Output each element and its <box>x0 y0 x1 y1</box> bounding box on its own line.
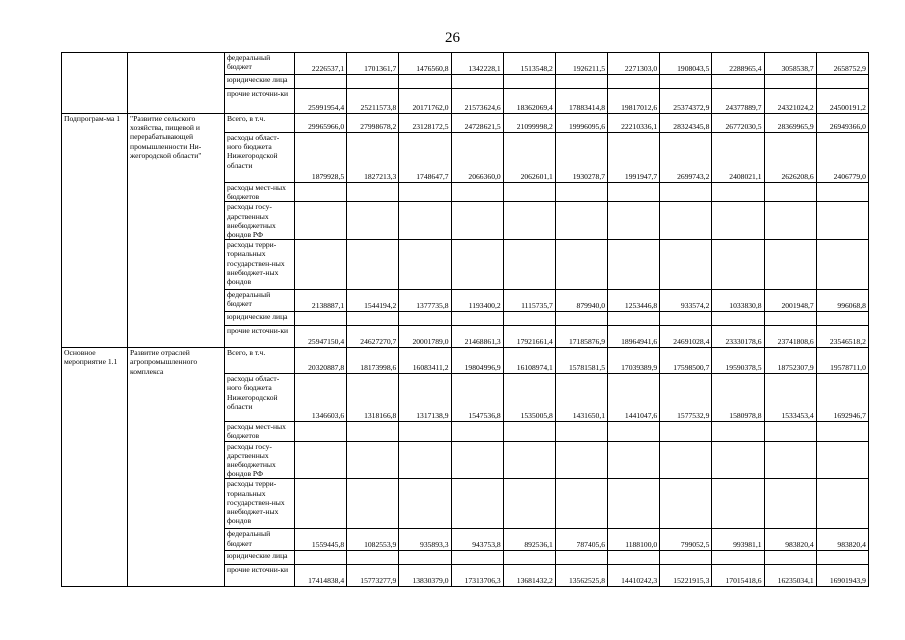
value-cell <box>660 422 712 441</box>
funding-source: прочие источни-ки <box>225 326 295 348</box>
value-cell <box>503 551 555 565</box>
value-cell: 17414838,4 <box>295 565 347 587</box>
page-number: 26 <box>445 30 460 46</box>
value-cell: 1317138,9 <box>399 374 451 422</box>
value-cell: 1431650,1 <box>555 374 607 422</box>
value-cell: 1115735,7 <box>503 290 555 312</box>
value-cell: 25991954,4 <box>295 89 347 114</box>
funding-source: расходы терри-ториальных государствен-ных внебюджет-ных фондов <box>225 479 295 529</box>
value-cell: 1441047,6 <box>608 374 660 422</box>
value-cell: 892536,1 <box>503 529 555 551</box>
funding-source: расходы госу-дарственных внебюджетных фондов РФ <box>225 202 295 240</box>
value-cell <box>451 75 503 89</box>
table-row <box>62 348 869 374</box>
value-cell <box>660 551 712 565</box>
value-cell: 19817012,6 <box>608 89 660 114</box>
value-cell: 1879928,5 <box>295 133 347 183</box>
value-cell: 983820,4 <box>764 529 816 551</box>
value-cell <box>295 202 347 240</box>
value-cell: 1535005,8 <box>503 374 555 422</box>
value-cell <box>608 422 660 441</box>
table-row <box>62 53 869 75</box>
value-cell: 2271303,0 <box>608 53 660 75</box>
value-cell: 996068,8 <box>816 290 868 312</box>
value-cell <box>816 422 868 441</box>
value-cell <box>660 202 712 240</box>
value-cell: 2138887,1 <box>295 290 347 312</box>
value-cell <box>295 422 347 441</box>
value-cell: 24728621,5 <box>451 114 503 133</box>
value-cell: 1033830,8 <box>712 290 764 312</box>
value-cell: 1342228,1 <box>451 53 503 75</box>
funding-source: Всего, в т.ч. <box>225 114 295 133</box>
value-cell <box>399 75 451 89</box>
value-cell <box>347 551 399 565</box>
value-cell <box>295 479 347 529</box>
value-cell <box>503 75 555 89</box>
value-cell <box>503 202 555 240</box>
value-cell <box>399 240 451 290</box>
value-cell: 15781581,5 <box>555 348 607 374</box>
value-cell: 17598500,7 <box>660 348 712 374</box>
funding-source: расходы мест-ных бюджетов <box>225 183 295 202</box>
value-cell: 28324345,8 <box>660 114 712 133</box>
value-cell <box>816 202 868 240</box>
value-cell: 1188100,0 <box>608 529 660 551</box>
value-cell: 18964941,6 <box>608 326 660 348</box>
value-cell: 2406779,0 <box>816 133 868 183</box>
value-cell: 1908043,5 <box>660 53 712 75</box>
funding-source: федеральный бюджет <box>225 53 295 75</box>
value-cell <box>451 240 503 290</box>
value-cell: 24377889,7 <box>712 89 764 114</box>
value-cell: 16235034,1 <box>764 565 816 587</box>
value-cell: 2226537,1 <box>295 53 347 75</box>
value-cell: 1346603,6 <box>295 374 347 422</box>
value-cell: 1580978,8 <box>712 374 764 422</box>
value-cell <box>347 312 399 326</box>
value-cell <box>764 202 816 240</box>
value-cell <box>660 312 712 326</box>
value-cell: 2001948,7 <box>764 290 816 312</box>
value-cell <box>712 441 764 479</box>
value-cell: 933574,2 <box>660 290 712 312</box>
section-code: Основное мероприятие 1.1 <box>62 348 128 587</box>
value-cell: 1547536,8 <box>451 374 503 422</box>
value-cell: 25211573,8 <box>347 89 399 114</box>
value-cell: 13681432,2 <box>503 565 555 587</box>
value-cell: 1748647,7 <box>399 133 451 183</box>
value-cell <box>816 183 868 202</box>
value-cell: 19996095,6 <box>555 114 607 133</box>
value-cell <box>660 479 712 529</box>
value-cell: 1193400,2 <box>451 290 503 312</box>
value-cell <box>555 312 607 326</box>
value-cell <box>399 312 451 326</box>
value-cell: 13562525,8 <box>555 565 607 587</box>
value-cell: 22210336,1 <box>608 114 660 133</box>
section-name: "Развитие сельского хозяйства, пищевой и перерабатывающей промышленности Ни-жегородской области" <box>128 114 225 348</box>
value-cell: 15221915,3 <box>660 565 712 587</box>
value-cell: 23128172,5 <box>399 114 451 133</box>
value-cell <box>816 75 868 89</box>
value-cell: 1082553,9 <box>347 529 399 551</box>
value-cell: 20171762,0 <box>399 89 451 114</box>
funding-source: федеральный бюджет <box>225 290 295 312</box>
value-cell: 20320887,8 <box>295 348 347 374</box>
funding-source: расходы госу-дарственных внебюджетных фондов РФ <box>225 441 295 479</box>
value-cell: 1692946,7 <box>816 374 868 422</box>
value-cell <box>608 551 660 565</box>
value-cell: 23330178,6 <box>712 326 764 348</box>
value-cell: 1377735,8 <box>399 290 451 312</box>
value-cell <box>764 441 816 479</box>
value-cell: 799052,5 <box>660 529 712 551</box>
section-code <box>62 53 128 114</box>
value-cell <box>451 202 503 240</box>
value-cell: 1253446,8 <box>608 290 660 312</box>
value-cell: 1701361,7 <box>347 53 399 75</box>
value-cell: 18173998,6 <box>347 348 399 374</box>
funding-source: юридические лица <box>225 312 295 326</box>
funding-source: юридические лица <box>225 551 295 565</box>
value-cell <box>608 183 660 202</box>
value-cell: 26772030,5 <box>712 114 764 133</box>
value-cell: 1827213,3 <box>347 133 399 183</box>
value-cell <box>712 422 764 441</box>
section-name: Развитие отраслей агропромышленного комплекса <box>128 348 225 587</box>
value-cell: 17015418,6 <box>712 565 764 587</box>
value-cell: 1318166,8 <box>347 374 399 422</box>
value-cell <box>764 479 816 529</box>
value-cell <box>608 75 660 89</box>
value-cell <box>764 183 816 202</box>
value-cell: 27998678,2 <box>347 114 399 133</box>
value-cell <box>660 441 712 479</box>
value-cell: 1991947,7 <box>608 133 660 183</box>
value-cell: 29965966,0 <box>295 114 347 133</box>
value-cell <box>608 479 660 529</box>
value-cell: 14410242,3 <box>608 565 660 587</box>
value-cell <box>347 441 399 479</box>
value-cell <box>660 240 712 290</box>
value-cell <box>451 422 503 441</box>
value-cell: 935893,3 <box>399 529 451 551</box>
value-cell <box>712 202 764 240</box>
value-cell: 1544194,2 <box>347 290 399 312</box>
value-cell <box>399 202 451 240</box>
value-cell: 21573624,6 <box>451 89 503 114</box>
value-cell <box>712 183 764 202</box>
value-cell <box>451 183 503 202</box>
value-cell <box>712 479 764 529</box>
value-cell: 21099998,2 <box>503 114 555 133</box>
value-cell: 23741808,6 <box>764 326 816 348</box>
value-cell: 993981,1 <box>712 529 764 551</box>
value-cell <box>764 240 816 290</box>
value-cell: 21468861,3 <box>451 326 503 348</box>
funding-source: расходы терри-ториальных государствен-ных внебюджет-ных фондов <box>225 240 295 290</box>
value-cell <box>451 312 503 326</box>
value-cell <box>660 183 712 202</box>
value-cell: 25947150,4 <box>295 326 347 348</box>
funding-source: федеральный бюджет <box>225 529 295 551</box>
value-cell <box>555 551 607 565</box>
value-cell <box>295 312 347 326</box>
value-cell <box>764 312 816 326</box>
value-cell: 17921661,4 <box>503 326 555 348</box>
value-cell: 23546518,2 <box>816 326 868 348</box>
section-name <box>128 53 225 114</box>
value-cell: 24500191,2 <box>816 89 868 114</box>
value-cell: 18362069,4 <box>503 89 555 114</box>
funding-source: Всего, в т.ч. <box>225 348 295 374</box>
value-cell <box>399 183 451 202</box>
value-cell: 24691028,4 <box>660 326 712 348</box>
value-cell <box>503 479 555 529</box>
value-cell <box>764 422 816 441</box>
value-cell <box>347 183 399 202</box>
value-cell <box>295 441 347 479</box>
value-cell: 1926211,5 <box>555 53 607 75</box>
funding-source: расходы област-ного бюджета Нижегородской области <box>225 374 295 422</box>
value-cell <box>555 240 607 290</box>
value-cell <box>660 75 712 89</box>
value-cell: 19578711,0 <box>816 348 868 374</box>
value-cell <box>712 75 764 89</box>
value-cell <box>608 312 660 326</box>
value-cell: 2658752,9 <box>816 53 868 75</box>
value-cell: 2288965,4 <box>712 53 764 75</box>
value-cell <box>608 441 660 479</box>
value-cell <box>295 551 347 565</box>
funding-source: расходы мест-ных бюджетов <box>225 422 295 441</box>
value-cell <box>503 240 555 290</box>
value-cell <box>608 202 660 240</box>
value-cell: 1513548,2 <box>503 53 555 75</box>
section-code: Подпрограм-ма 1 <box>62 114 128 348</box>
value-cell <box>816 312 868 326</box>
value-cell <box>555 441 607 479</box>
value-cell: 16108974,1 <box>503 348 555 374</box>
value-cell: 2062601,1 <box>503 133 555 183</box>
value-cell: 787405,6 <box>555 529 607 551</box>
value-cell: 13830379,0 <box>399 565 451 587</box>
value-cell <box>399 551 451 565</box>
value-cell <box>712 551 764 565</box>
value-cell: 28369965,9 <box>764 114 816 133</box>
value-cell: 2066360,0 <box>451 133 503 183</box>
value-cell <box>347 75 399 89</box>
value-cell <box>555 183 607 202</box>
value-cell <box>764 75 816 89</box>
funding-source: прочие источни-ки <box>225 565 295 587</box>
value-cell <box>295 240 347 290</box>
funding-source: расходы област-ного бюджета Нижегородской области <box>225 133 295 183</box>
funding-source: прочие источни-ки <box>225 89 295 114</box>
value-cell <box>399 479 451 529</box>
budget-table <box>61 52 869 587</box>
value-cell <box>712 312 764 326</box>
value-cell: 19804996,9 <box>451 348 503 374</box>
value-cell <box>555 202 607 240</box>
value-cell: 17039389,9 <box>608 348 660 374</box>
value-cell <box>503 422 555 441</box>
value-cell <box>555 75 607 89</box>
value-cell: 1930278,7 <box>555 133 607 183</box>
value-cell: 17883414,8 <box>555 89 607 114</box>
value-cell: 16083411,2 <box>399 348 451 374</box>
value-cell: 18752307,9 <box>764 348 816 374</box>
value-cell <box>608 240 660 290</box>
value-cell: 943753,8 <box>451 529 503 551</box>
value-cell <box>816 441 868 479</box>
value-cell <box>816 240 868 290</box>
value-cell <box>451 551 503 565</box>
value-cell <box>347 479 399 529</box>
value-cell: 1559445,8 <box>295 529 347 551</box>
value-cell <box>399 422 451 441</box>
value-cell <box>816 479 868 529</box>
value-cell: 26949366,0 <box>816 114 868 133</box>
value-cell <box>347 202 399 240</box>
value-cell <box>295 183 347 202</box>
value-cell: 24627270,7 <box>347 326 399 348</box>
value-cell: 879940,0 <box>555 290 607 312</box>
value-cell: 25374372,9 <box>660 89 712 114</box>
value-cell: 3058538,7 <box>764 53 816 75</box>
value-cell <box>816 551 868 565</box>
value-cell <box>555 422 607 441</box>
value-cell <box>399 441 451 479</box>
value-cell: 17313706,3 <box>451 565 503 587</box>
value-cell: 15773277,9 <box>347 565 399 587</box>
value-cell <box>503 183 555 202</box>
value-cell: 1577532,9 <box>660 374 712 422</box>
value-cell: 20001789,0 <box>399 326 451 348</box>
value-cell <box>347 240 399 290</box>
value-cell: 16901943,9 <box>816 565 868 587</box>
value-cell <box>503 441 555 479</box>
table-row <box>62 114 869 133</box>
value-cell <box>451 479 503 529</box>
value-cell: 2408021,1 <box>712 133 764 183</box>
value-cell: 1476560,8 <box>399 53 451 75</box>
value-cell: 983820,4 <box>816 529 868 551</box>
value-cell <box>295 75 347 89</box>
value-cell: 2699743,2 <box>660 133 712 183</box>
value-cell: 17185876,9 <box>555 326 607 348</box>
value-cell: 19590378,5 <box>712 348 764 374</box>
value-cell <box>712 240 764 290</box>
value-cell <box>451 441 503 479</box>
value-cell <box>503 312 555 326</box>
value-cell: 24321024,2 <box>764 89 816 114</box>
funding-source: юридические лица <box>225 75 295 89</box>
budget-table-body <box>62 53 869 587</box>
value-cell <box>555 479 607 529</box>
value-cell <box>347 422 399 441</box>
value-cell: 2626208,6 <box>764 133 816 183</box>
value-cell <box>764 551 816 565</box>
value-cell: 1533453,4 <box>764 374 816 422</box>
